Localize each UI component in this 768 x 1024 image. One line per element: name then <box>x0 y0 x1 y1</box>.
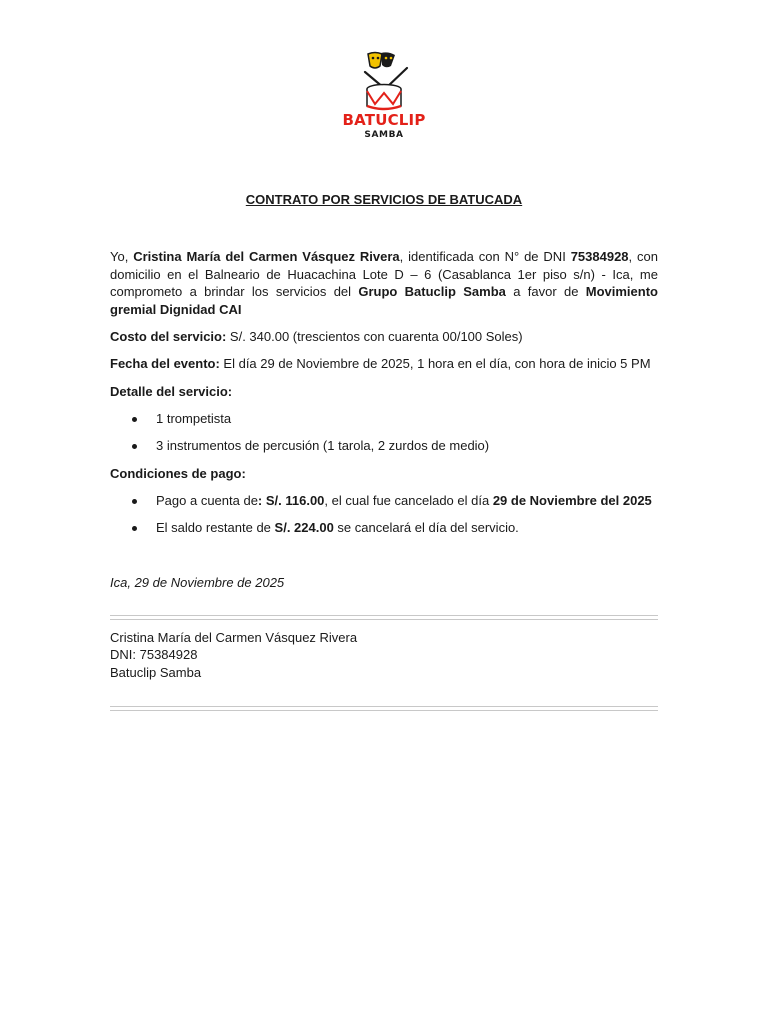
payment-conditions-label: Condiciones de pago: <box>110 466 246 481</box>
intro-text-1: Yo, <box>110 249 134 264</box>
condition-text: se cancelará el día del servicio. <box>333 520 519 535</box>
intro-text-4: a favor de <box>505 284 586 299</box>
signature-dni: DNI: 75384928 <box>110 647 198 662</box>
logo-brand-sub: SAMBA <box>364 130 404 140</box>
provider-name: Cristina María del Carmen Vásquez Rivera <box>133 249 400 264</box>
place-date: Ica, 29 de Noviembre de 2025 <box>110 575 285 590</box>
bullet-icon <box>132 526 137 531</box>
signature-org: Batuclip Samba <box>110 665 202 680</box>
service-cost-label: Costo del servicio: <box>110 329 227 344</box>
service-detail-label: Detalle del servicio: <box>110 384 233 399</box>
service-cost <box>110 328 658 346</box>
provider-dni: 75384928 <box>570 249 629 264</box>
bullet-icon <box>132 499 137 504</box>
detail-item-text: 3 instrumentos de percusión (1 tarola, 2 zurdos de medio) <box>156 438 490 453</box>
payment-condition-text <box>156 492 652 510</box>
detail-item-text: 1 trompetista <box>156 411 232 426</box>
contract-title: CONTRATO POR SERVICIOS DE BATUCADA <box>245 192 523 207</box>
balance-amount: S/. 224.00 <box>274 520 334 535</box>
group-name: Grupo Batuclip Samba <box>358 284 506 299</box>
signature-name: Cristina María del Carmen Vásquez Rivera <box>110 630 358 645</box>
advance-date: 29 de Noviembre del 2025 <box>492 493 652 508</box>
drum-masks-icon <box>326 46 442 112</box>
condition-text: , el cual fue cancelado el día <box>324 493 493 508</box>
bullet-icon <box>132 417 137 422</box>
payment-condition-text <box>156 519 519 537</box>
footer-divider <box>110 706 658 711</box>
condition-text: Pago a cuenta de <box>156 493 258 508</box>
signature-divider <box>110 615 658 620</box>
advance-amount: : S/. 116.00 <box>257 493 325 508</box>
event-date <box>110 355 658 373</box>
event-date-label: Fecha del evento: <box>110 356 220 371</box>
logo-brand-name: BATUCLIP <box>342 111 426 129</box>
bullet-icon <box>132 444 137 449</box>
condition-text: El saldo restante de <box>156 520 275 535</box>
intro-text-3: , con domicilio en el Balneario de Huacachina Lote D – 6 (Casablanca 1er piso s/n) - Ica, me comprometo a brindar los servicios del <box>110 249 658 299</box>
batuclip-logo <box>326 46 442 146</box>
intro-paragraph <box>110 248 658 318</box>
client-name: Movimiento gremial Dignidad CAI <box>110 284 658 317</box>
service-cost-value: S/. 340.00 (trescientos con cuarenta 00/100 Soles) <box>226 329 523 344</box>
intro-text-2: , identificada con N° de DNI <box>399 249 571 264</box>
event-date-value: El día 29 de Noviembre de 2025, 1 hora en el día, con hora de inicio 5 PM <box>219 356 651 371</box>
